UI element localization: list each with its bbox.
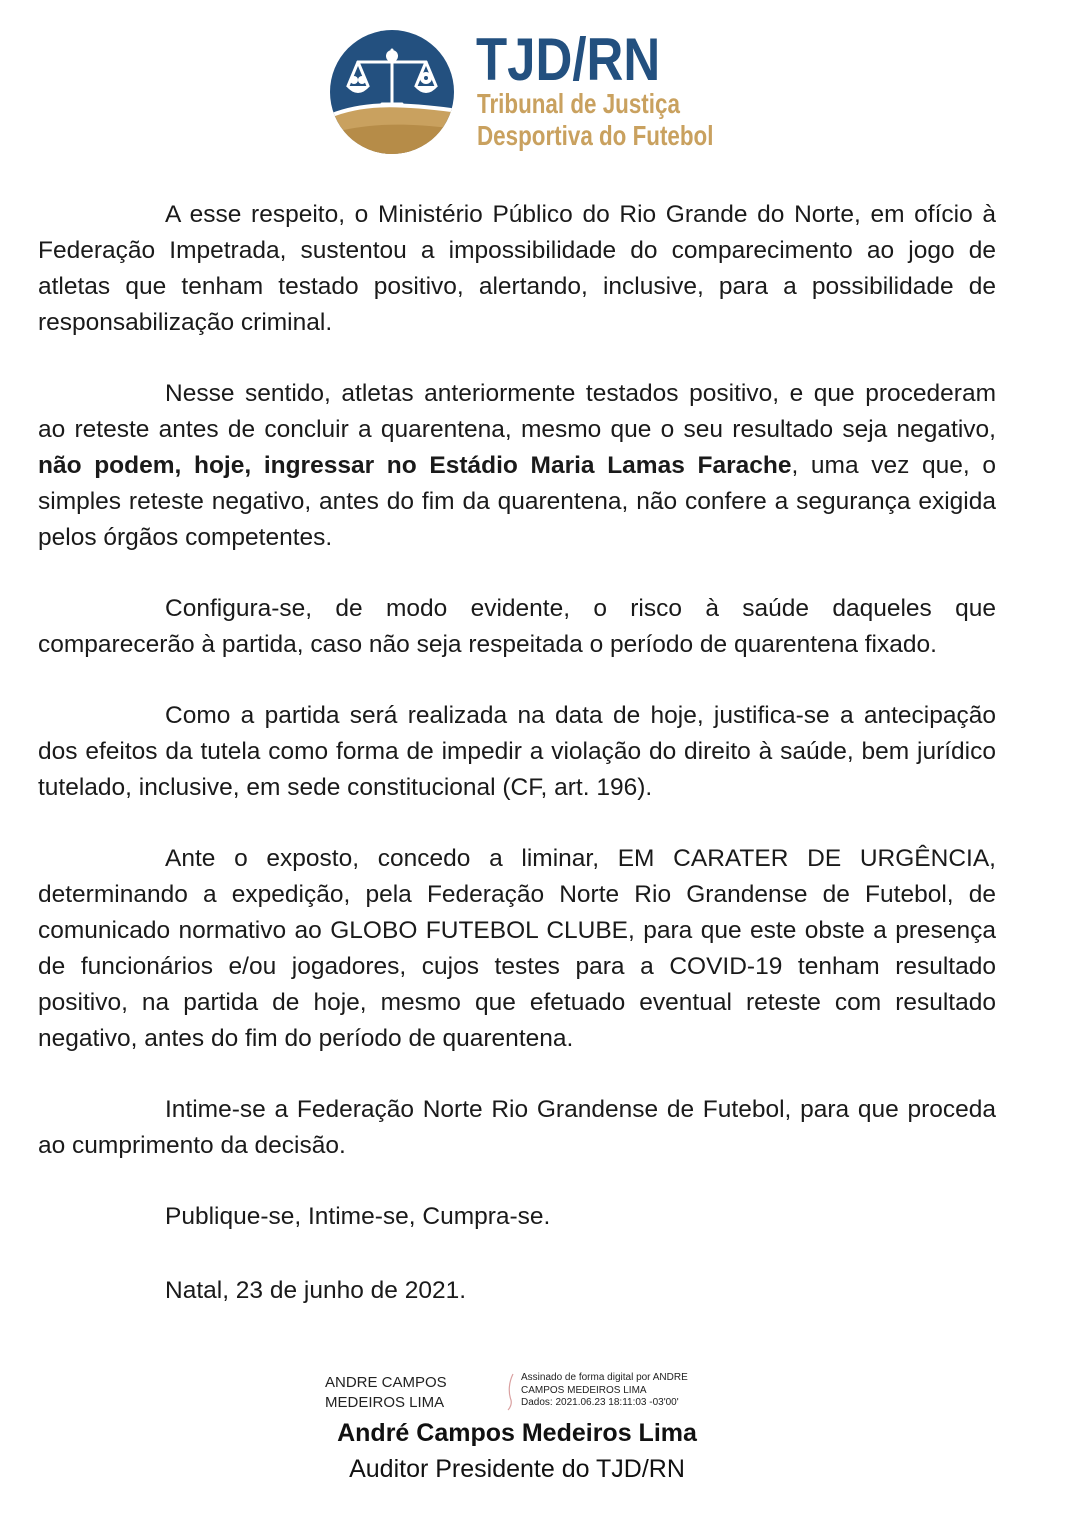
decision-body: [38, 197, 996, 1344]
digital-signature-detail-line1: Assinado de forma digital por ANDRE: [521, 1372, 688, 1383]
signer-role: Auditor Presidente do TJD/RN: [349, 1455, 685, 1483]
digital-signature-name-line1: ANDRE CAMPOS: [325, 1374, 447, 1391]
signer-name: André Campos Medeiros Lima: [337, 1419, 697, 1447]
tribunal-name-line1: Tribunal de Justiça: [477, 88, 680, 119]
scales-of-justice-icon: [326, 28, 458, 156]
paragraph-retest-emphasis: não podem, hoje, ingressar no Estádio Maria Lamas Farache: [38, 452, 792, 479]
tribunal-acronym: TJD/RN: [476, 26, 661, 93]
paragraph-health-risk: Configura-se, de modo evidente, o risco à saúde daqueles que comparecerão à partida, caso não seja respeitada o período de quarentena fixado.: [38, 595, 996, 658]
tribunal-name-line2: Desportiva do Futebol: [477, 120, 714, 151]
digital-signature-detail-line2: CAMPOS MEDEIROS LIMA: [521, 1384, 647, 1396]
paragraph-retest-athletes: [38, 376, 996, 556]
letterhead: [326, 28, 726, 158]
place-and-date: Natal, 23 de junho de 2021.: [165, 1277, 467, 1304]
paragraph-retest-text-end: , uma vez que, o simples reteste negativo, antes do fim da quarentena, não confere a segurança exigida pelos órgãos competentes.: [38, 452, 996, 551]
digital-signature-name-line2: MEDEIROS LIMA: [325, 1394, 445, 1411]
paragraph-injunction-granted: Ante o exposto, concedo a liminar, EM CARATER DE URGÊNCIA, determinando a expedição, pela Federação Norte Rio Grandense de Futebol, de comunicado normativo ao GLOBO FUTEBOL CLUBE, para que este obste a presença de funcionários e/ou jogadores, cujos testes para a COVID-19 tenham resultado positivo, na partida de hoje, mesmo que efetuado eventual reteste com resultado negativo, antes do fim do período de quarentena.: [38, 845, 996, 1052]
paragraph-publish-order: Publique-se, Intime-se, Cumpra-se.: [165, 1203, 551, 1230]
digital-signature-details: [521, 1372, 688, 1410]
paragraph-retest-text-start: Nesse sentido, atletas anteriormente testados positivo, e que procederam ao reteste antes de concluir a quarentena, mesmo que o seu resultado seja negativo,: [38, 380, 996, 443]
signature-stroke-icon: [506, 1372, 516, 1412]
digital-signature-name: [325, 1373, 447, 1413]
paragraph-notify-federation: Intime-se a Federação Norte Rio Grandense de Futebol, para que proceda ao cumprimento da decisão.: [38, 1096, 996, 1159]
digital-signature-detail-line3: Dados: 2021.06.23 18:11:03 -03'00': [521, 1397, 679, 1408]
paragraph-mp-opinion: A esse respeito, o Ministério Público do Rio Grande do Norte, em ofício à Federação Impetrada, sustentou a impossibilidade do comparecimento ao jogo de atletas que tenham testado positivo, alertando, inclusive, para a possibilidade de responsabilização criminal.: [38, 201, 996, 336]
paragraph-urgency-justification: Como a partida será realizada na data de hoje, justifica-se a antecipação dos efeitos da tutela como forma de impedir a violação do direito à saúde, bem jurídico tutelado, inclusive, em sede constitucional (CF, art. 196).: [38, 702, 996, 801]
